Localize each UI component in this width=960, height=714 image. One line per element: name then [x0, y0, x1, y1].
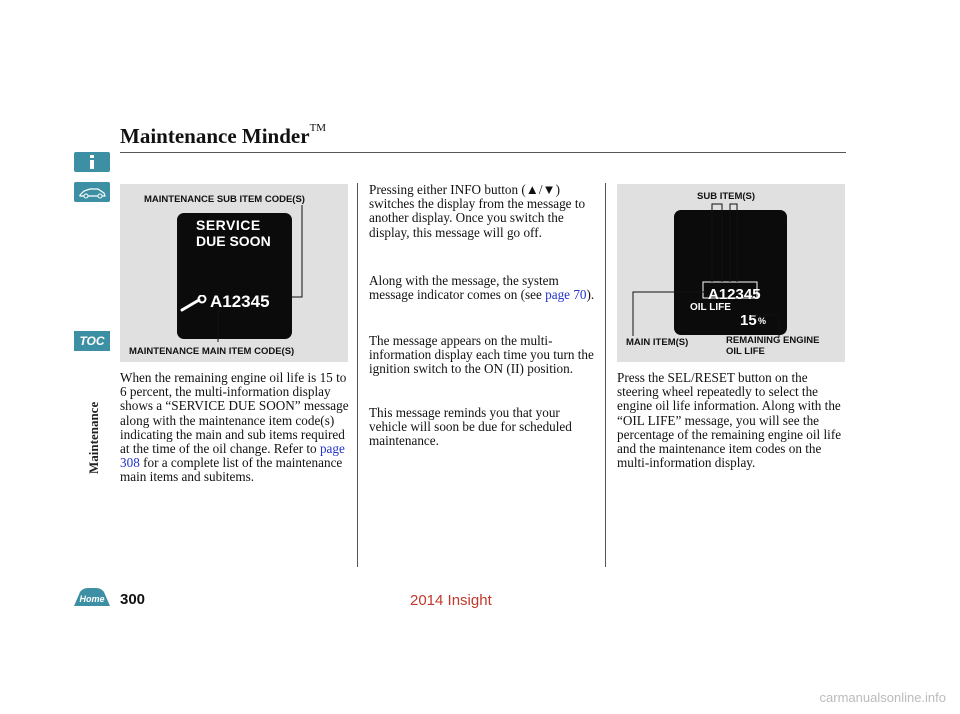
display-line-1: SERVICE [196, 217, 261, 233]
column-2-paragraph-3: The message appears on the multi-information display each time you turn the ignition switch to the ON (II) position. [369, 333, 594, 377]
column-2-paragraph-1: Pressing either INFO button (▲/▼) switches the display from the message to another display. Once you switch the display, this message will go off. [369, 182, 586, 240]
display-percent: 15 [740, 312, 757, 329]
vehicle-tab[interactable] [74, 182, 110, 202]
main-item-code-label: MAINTENANCE MAIN ITEM CODE(S) [129, 346, 295, 357]
page-title: Maintenance Minder™ [120, 122, 327, 148]
watermark: 2014 Insight [410, 592, 492, 609]
sub-item-code-label: MAINTENANCE SUB ITEM CODE(S) [144, 194, 305, 205]
column-divider [357, 183, 358, 567]
display-oil-life: OIL LIFE [690, 302, 731, 313]
oil-life-figure [617, 184, 845, 362]
toc-button[interactable]: TOC [74, 331, 110, 351]
column-2-paragraph-2: Along with the message, the system message indicator comes on (see page 70). [369, 273, 595, 303]
main-items-label: MAIN ITEM(S) [626, 337, 689, 348]
service-due-figure [120, 184, 348, 362]
column-1-paragraph: When the remaining engine oil life is 15 to 6 percent, the multi-information display shows a “SERVICE DUE SOON” message along with the maintenance item code(s) indicating the main and sub items required at the time of the oil change. Refer to page 308 for a complete list of the maintenance main items and subitems. [120, 370, 349, 485]
trademark-mark: TM [309, 122, 327, 134]
display-percent-sign: % [758, 316, 767, 326]
info-icon [74, 152, 110, 172]
sub-items-label: SUB ITEM(S) [697, 191, 756, 202]
info-arrows-icon: ▲/▼ [525, 182, 556, 197]
section-label: Maintenance [86, 401, 101, 474]
home-button[interactable] [74, 588, 110, 606]
page-70-link[interactable]: page 70 [545, 287, 587, 303]
home-icon [74, 588, 110, 606]
info-tab[interactable] [74, 152, 110, 172]
display-code: A12345 [708, 286, 761, 303]
remaining-oil-life-label-2: OIL LIFE [726, 346, 765, 357]
callout-lines [120, 184, 348, 362]
page-number: 300 [120, 591, 146, 608]
display-code: A12345 [210, 292, 270, 311]
svg-text:Home: Home [79, 594, 105, 604]
column-3-paragraph: Press the SEL/RESET button on the steering wheel repeatedly to select the engine oil life information. Along with the “OIL LIFE” message, you will see the percentage of the remaining engine oil life and the maintenance item codes on the multi-information display. [617, 370, 842, 471]
column-divider [605, 183, 606, 567]
car-icon [74, 182, 110, 202]
site-watermark: carmanualsonline.info [819, 690, 946, 705]
display-line-2: DUE SOON [196, 233, 271, 249]
remaining-oil-life-label-1: REMAINING ENGINE [726, 335, 820, 346]
column-2-paragraph-4: This message reminds you that your vehicle will soon be due for scheduled maintenance. [369, 405, 572, 449]
page-308-link[interactable]: page 308 [120, 441, 345, 471]
title-rule [120, 152, 846, 153]
